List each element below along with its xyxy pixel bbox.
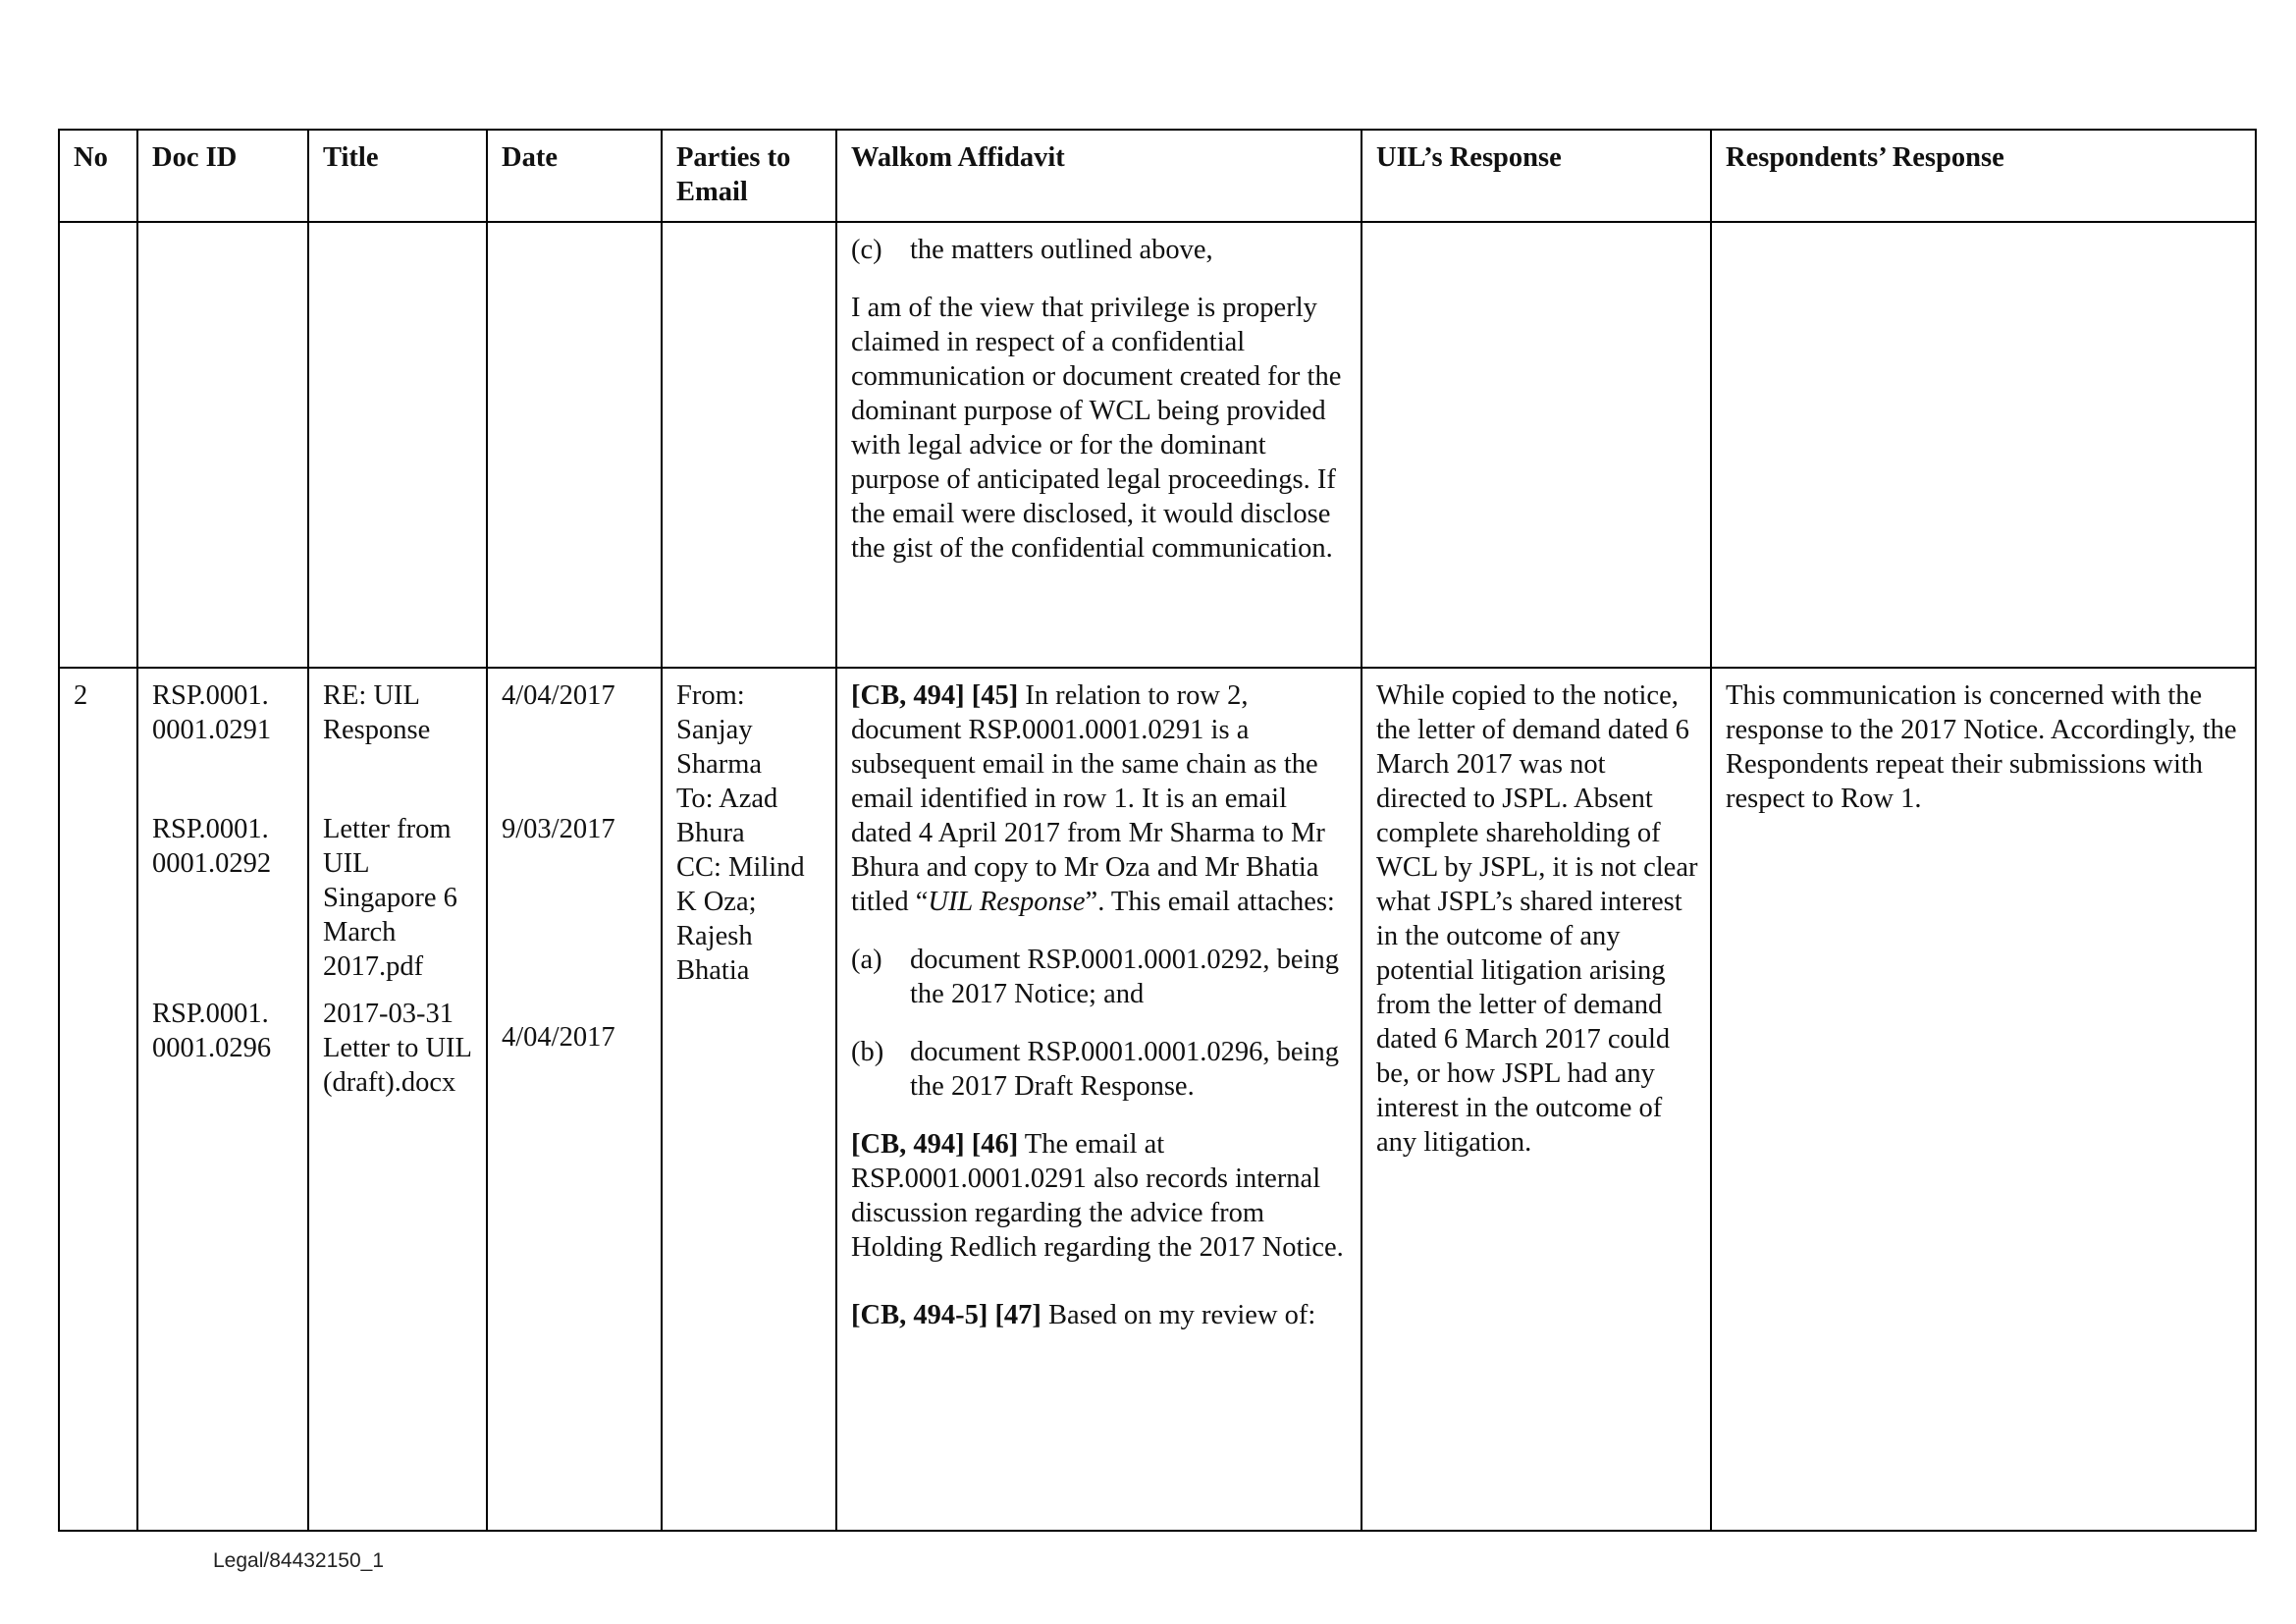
paragraph-46 (851, 1127, 1353, 1265)
item-label: (a) (851, 945, 882, 975)
table-row-continuation (59, 222, 2256, 668)
paragraph-text: The email at RSP.0001.0001.0291 also records internal discussion regarding the advice from Holding Redlich regarding the 2017 Notice. (851, 1129, 1344, 1263)
cell-doc-id (137, 668, 308, 1531)
date-1: 4/04/2017 (502, 680, 615, 711)
cell-doc-id (137, 222, 308, 668)
cell-date (487, 222, 662, 668)
list-item-a (851, 943, 1353, 1011)
header-no: No (59, 130, 137, 222)
title-1: RE: UIL Response (323, 680, 431, 745)
title-3: 2017-03-31 Letter to UIL (draft).docx (323, 999, 471, 1098)
cell-no (59, 222, 137, 668)
party-cc: CC: Milind K Oza; Rajesh Bhatia (676, 852, 805, 986)
header-parties: Parties to Email (662, 130, 836, 222)
paragraph-ref: [CB, 494-5] [47] (851, 1300, 1041, 1330)
cell-date (487, 668, 662, 1531)
item-text: document RSP.0001.0001.0296, being the 2017 Draft Response. (910, 1037, 1340, 1102)
paragraph-45 (851, 678, 1353, 919)
header-walkom-affidavit: Walkom Affidavit (836, 130, 1362, 222)
paragraph-47 (851, 1298, 1353, 1332)
privilege-paragraph: I am of the view that privilege is properly claimed in respect of a confidential communication or document created for the dominant purpose of WCL being provided with legal advice or for the dominant purpose of anticipated legal proceedings. If the email were disclosed, it would disclose the gist of the confidential communication. (851, 293, 1342, 564)
header-uil-response: UIL’s Response (1362, 130, 1711, 222)
cell-uil-response (1362, 222, 1711, 668)
date-2: 9/03/2017 (502, 814, 615, 844)
item-label: (b) (851, 1037, 884, 1067)
doc-id-3: RSP.0001. 0001.0296 (152, 999, 272, 1063)
paragraph-ref: [CB, 494] [46] (851, 1129, 1019, 1160)
table-row-2 (59, 668, 2256, 1531)
header-date: Date (487, 130, 662, 222)
header-doc-id: Doc ID (137, 130, 308, 222)
paragraph-text: In relation to row 2, document RSP.0001.0001.0291 is a subsequent email in the same chain as the email identified in row 1. It is an email dated 4 April 2017 from Mr Sharma to Mr Bhura and copy to Mr Oza and Mr Bhatia titled “ (851, 680, 1325, 917)
doc-id-2: RSP.0001. 0001.0292 (152, 814, 272, 879)
cell-walkom-affidavit (836, 668, 1362, 1531)
paragraph-text: Based on my review of: (1041, 1300, 1316, 1330)
item-text: document RSP.0001.0001.0292, being the 2017 Notice; and (910, 945, 1340, 1009)
cell-title (308, 222, 487, 668)
cell-uil-response: While copied to the notice, the letter of demand dated 6 March 2017 was not directed to JSPL. Absent complete shareholding of WCL by JSPL, it is not clear what JSPL’s shared interest in the outcome of any potential litigation arising from the letter of demand dated 6 March 2017 could be, or how JSPL had any interest in the outcome of any litigation. (1362, 668, 1711, 1531)
paragraph-ref: [CB, 494] [45] (851, 680, 1019, 711)
cell-respondents-response (1711, 222, 2256, 668)
document-reference: Legal/84432150_1 (213, 1549, 385, 1572)
doc-id-1: RSP.0001. 0001.0291 (152, 680, 272, 745)
list-item-b (851, 1035, 1353, 1104)
header-title: Title (308, 130, 487, 222)
list-item-c (851, 233, 1353, 267)
cell-no: 2 (59, 668, 137, 1531)
cell-title (308, 668, 487, 1531)
party-to: To: Azad Bhura (676, 784, 778, 848)
cell-parties (662, 222, 836, 668)
party-from: From: Sanjay Sharma (676, 680, 763, 780)
email-title: UIL Response (928, 887, 1086, 917)
item-text: the matters outlined above, (910, 235, 1213, 265)
item-label: (c) (851, 235, 882, 265)
header-row (59, 130, 2256, 222)
header-respondents-response: Respondents’ Response (1711, 130, 2256, 222)
date-3: 4/04/2017 (502, 1022, 615, 1053)
paragraph-text: ”. This email attaches: (1085, 887, 1335, 917)
privilege-table (58, 129, 2257, 1532)
title-2: Letter from UIL Singapore 6 March 2017.pdf (323, 814, 457, 982)
cell-walkom-affidavit (836, 222, 1362, 668)
cell-parties (662, 668, 836, 1531)
cell-respondents-response: This communication is concerned with the response to the 2017 Notice. Accordingly, the Respondents repeat their submissions with respect to Row 1. (1711, 668, 2256, 1531)
